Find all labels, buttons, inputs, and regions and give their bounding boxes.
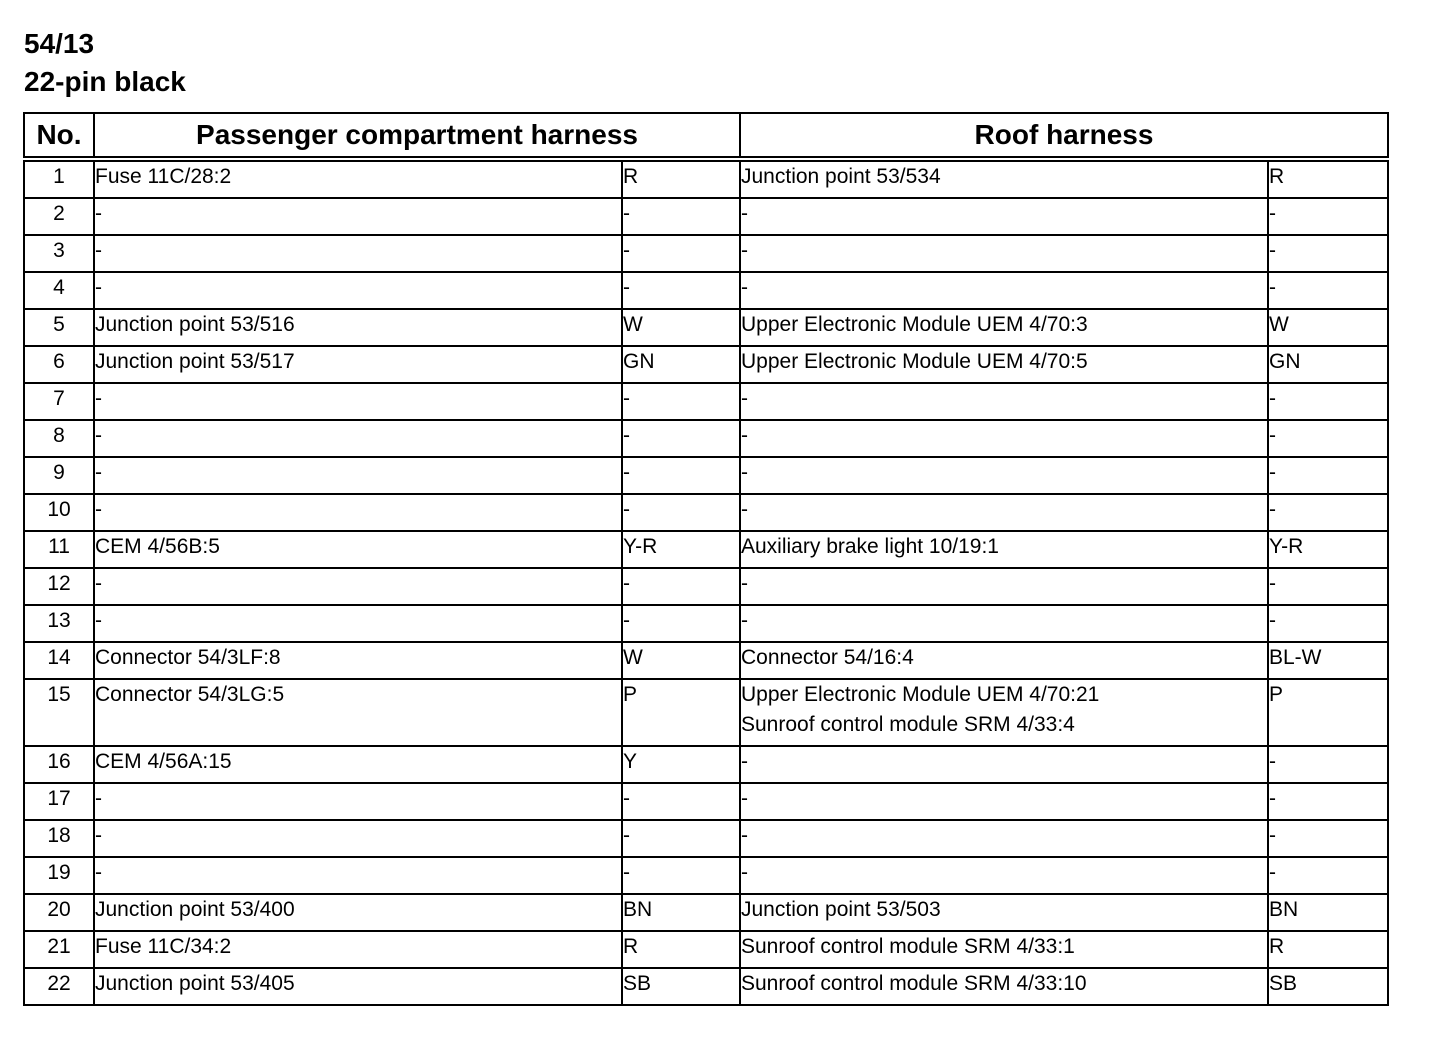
passenger-connection-line: Fuse 11C/28:2 (95, 165, 232, 188)
connector-description: 22-pin black (24, 66, 186, 97)
table-row (24, 457, 1388, 494)
roof-connection-line: - (741, 202, 748, 225)
passenger-wire-color: W (622, 309, 740, 346)
roof-wire-color: - (1268, 457, 1388, 494)
table-row (24, 820, 1388, 857)
pin-number: 14 (24, 642, 94, 679)
passenger-connection (94, 383, 622, 420)
table-row (24, 346, 1388, 383)
passenger-connection (94, 931, 622, 968)
roof-connection-line: - (741, 572, 748, 595)
table-row (24, 746, 1388, 783)
pin-number: 15 (24, 679, 94, 746)
table-row (24, 642, 1388, 679)
table-header-row (24, 113, 1388, 159)
passenger-connection-line: Connector 54/3LG:5 (95, 683, 285, 706)
passenger-wire-color: - (622, 383, 740, 420)
table-row (24, 383, 1388, 420)
passenger-wire-color: R (622, 931, 740, 968)
passenger-wire-color: GN (622, 346, 740, 383)
roof-connection (740, 235, 1268, 272)
roof-wire-color: - (1268, 272, 1388, 309)
passenger-connection-line: CEM 4/56A:15 (95, 750, 232, 773)
roof-wire-color: - (1268, 857, 1388, 894)
passenger-connection-line: - (95, 787, 102, 810)
pin-number: 12 (24, 568, 94, 605)
roof-connection (740, 531, 1268, 568)
passenger-connection (94, 346, 622, 383)
roof-wire-color: - (1268, 198, 1388, 235)
pin-number: 4 (24, 272, 94, 309)
table-row (24, 235, 1388, 272)
passenger-connection-line: - (95, 424, 102, 447)
roof-connection-line: Connector 54/16:4 (741, 646, 914, 669)
passenger-connection (94, 783, 622, 820)
roof-connection (740, 457, 1268, 494)
roof-connection (740, 605, 1268, 642)
roof-wire-color: R (1268, 159, 1388, 198)
roof-connection (740, 159, 1268, 198)
passenger-connection-line: Junction point 53/516 (95, 313, 295, 336)
roof-connection-line: Upper Electronic Module UEM 4/70:3 (741, 313, 1088, 336)
passenger-connection (94, 457, 622, 494)
roof-connection (740, 568, 1268, 605)
roof-wire-color: - (1268, 568, 1388, 605)
pin-number: 1 (24, 159, 94, 198)
header-no: No. (24, 113, 94, 159)
pin-number: 8 (24, 420, 94, 457)
table-row (24, 309, 1388, 346)
passenger-connection-line: Junction point 53/517 (95, 350, 295, 373)
roof-connection-line: - (741, 424, 748, 447)
passenger-connection-line: - (95, 861, 102, 884)
roof-wire-color: - (1268, 783, 1388, 820)
roof-connection-line: - (741, 861, 748, 884)
passenger-wire-color: SB (622, 968, 740, 1005)
passenger-connection (94, 494, 622, 531)
roof-connection (740, 679, 1268, 746)
roof-wire-color: GN (1268, 346, 1388, 383)
roof-connection-line: - (741, 609, 748, 632)
pin-number: 7 (24, 383, 94, 420)
table-row (24, 679, 1388, 746)
roof-wire-color: - (1268, 605, 1388, 642)
roof-connection-line: - (741, 276, 748, 299)
passenger-connection-line: - (95, 572, 102, 595)
roof-connection-line: - (741, 239, 748, 262)
passenger-wire-color: - (622, 820, 740, 857)
passenger-connection (94, 272, 622, 309)
pin-number: 17 (24, 783, 94, 820)
passenger-connection-line: - (95, 609, 102, 632)
pin-number: 18 (24, 820, 94, 857)
roof-connection-line: Junction point 53/503 (741, 898, 941, 921)
passenger-connection (94, 235, 622, 272)
passenger-connection (94, 746, 622, 783)
roof-connection (740, 931, 1268, 968)
roof-wire-color: BL-W (1268, 642, 1388, 679)
passenger-connection (94, 531, 622, 568)
table-row (24, 968, 1388, 1005)
roof-connection (740, 642, 1268, 679)
connector-id: 54/13 (24, 28, 95, 59)
roof-connection (740, 346, 1268, 383)
passenger-connection-line: - (95, 202, 102, 225)
roof-connection-line: - (741, 750, 748, 773)
table-row (24, 159, 1388, 198)
pin-table (23, 112, 1389, 1006)
table-row (24, 894, 1388, 931)
passenger-connection-line: Connector 54/3LF:8 (95, 646, 281, 669)
passenger-wire-color: W (622, 642, 740, 679)
pin-number: 22 (24, 968, 94, 1005)
roof-connection-line: Auxiliary brake light 10/19:1 (741, 535, 999, 558)
passenger-connection-line: - (95, 276, 102, 299)
passenger-connection (94, 968, 622, 1005)
roof-wire-color: - (1268, 820, 1388, 857)
table-row (24, 531, 1388, 568)
roof-connection (740, 383, 1268, 420)
pin-number: 20 (24, 894, 94, 931)
passenger-connection (94, 894, 622, 931)
roof-connection (740, 420, 1268, 457)
roof-connection (740, 494, 1268, 531)
passenger-connection-line: - (95, 498, 102, 521)
roof-connection-line: - (741, 387, 748, 410)
roof-connection-line: Upper Electronic Module UEM 4/70:5 (741, 350, 1088, 373)
passenger-connection-line: CEM 4/56B:5 (95, 535, 220, 558)
pin-number: 2 (24, 198, 94, 235)
header-roof-harness: Roof harness (740, 113, 1388, 159)
pin-number: 10 (24, 494, 94, 531)
table-row (24, 931, 1388, 968)
passenger-wire-color: - (622, 494, 740, 531)
pin-number: 11 (24, 531, 94, 568)
roof-connection (740, 894, 1268, 931)
passenger-wire-color: - (622, 783, 740, 820)
passenger-connection-line: - (95, 387, 102, 410)
passenger-wire-color: - (622, 235, 740, 272)
roof-wire-color: - (1268, 235, 1388, 272)
roof-connection-line: Sunroof control module SRM 4/33:4 (741, 713, 1075, 736)
roof-wire-color: - (1268, 420, 1388, 457)
pin-number: 3 (24, 235, 94, 272)
roof-connection (740, 783, 1268, 820)
pin-rows (24, 159, 1388, 1005)
passenger-connection-line: Junction point 53/405 (95, 972, 295, 995)
roof-connection (740, 198, 1268, 235)
pin-number: 16 (24, 746, 94, 783)
passenger-wire-color: - (622, 568, 740, 605)
table-row (24, 568, 1388, 605)
roof-connection-line: Sunroof control module SRM 4/33:1 (741, 935, 1075, 958)
passenger-connection (94, 420, 622, 457)
roof-connection-line: Junction point 53/534 (741, 165, 941, 188)
table-row (24, 783, 1388, 820)
pin-number: 21 (24, 931, 94, 968)
passenger-connection (94, 198, 622, 235)
passenger-wire-color: R (622, 159, 740, 198)
roof-wire-color: - (1268, 494, 1388, 531)
table-row (24, 857, 1388, 894)
passenger-wire-color: P (622, 679, 740, 746)
roof-wire-color: BN (1268, 894, 1388, 931)
pin-number: 6 (24, 346, 94, 383)
passenger-connection (94, 159, 622, 198)
passenger-connection-line: - (95, 461, 102, 484)
pin-number: 13 (24, 605, 94, 642)
passenger-wire-color: - (622, 857, 740, 894)
passenger-connection (94, 642, 622, 679)
passenger-connection (94, 820, 622, 857)
roof-connection (740, 746, 1268, 783)
table-row (24, 272, 1388, 309)
passenger-wire-color: - (622, 420, 740, 457)
passenger-connection-line: Junction point 53/400 (95, 898, 295, 921)
roof-wire-color: P (1268, 679, 1388, 746)
passenger-wire-color: Y (622, 746, 740, 783)
roof-connection-line: Upper Electronic Module UEM 4/70:21 (741, 683, 1100, 706)
table-row (24, 420, 1388, 457)
table-row (24, 494, 1388, 531)
roof-connection (740, 272, 1268, 309)
roof-wire-color: - (1268, 746, 1388, 783)
roof-wire-color: W (1268, 309, 1388, 346)
passenger-connection (94, 679, 622, 746)
roof-connection-line: - (741, 461, 748, 484)
passenger-connection-line: - (95, 239, 102, 262)
header-passenger-harness: Passenger compartment harness (94, 113, 740, 159)
passenger-wire-color: - (622, 605, 740, 642)
passenger-connection (94, 309, 622, 346)
passenger-connection-line: - (95, 824, 102, 847)
roof-wire-color: - (1268, 383, 1388, 420)
passenger-wire-color: Y-R (622, 531, 740, 568)
table-row (24, 605, 1388, 642)
roof-wire-color: R (1268, 931, 1388, 968)
roof-wire-color: SB (1268, 968, 1388, 1005)
passenger-connection (94, 857, 622, 894)
passenger-wire-color: - (622, 457, 740, 494)
passenger-wire-color: - (622, 198, 740, 235)
table-row (24, 198, 1388, 235)
roof-connection-line: - (741, 498, 748, 521)
roof-connection (740, 968, 1268, 1005)
roof-wire-color: Y-R (1268, 531, 1388, 568)
roof-connection-line: - (741, 824, 748, 847)
roof-connection (740, 857, 1268, 894)
roof-connection-line: Sunroof control module SRM 4/33:10 (741, 972, 1087, 995)
passenger-connection (94, 605, 622, 642)
passenger-connection-line: Fuse 11C/34:2 (95, 935, 232, 958)
passenger-connection (94, 568, 622, 605)
passenger-wire-color: BN (622, 894, 740, 931)
pin-number: 19 (24, 857, 94, 894)
passenger-wire-color: - (622, 272, 740, 309)
roof-connection-line: - (741, 787, 748, 810)
pin-number: 9 (24, 457, 94, 494)
roof-connection (740, 309, 1268, 346)
roof-connection (740, 820, 1268, 857)
pin-number: 5 (24, 309, 94, 346)
